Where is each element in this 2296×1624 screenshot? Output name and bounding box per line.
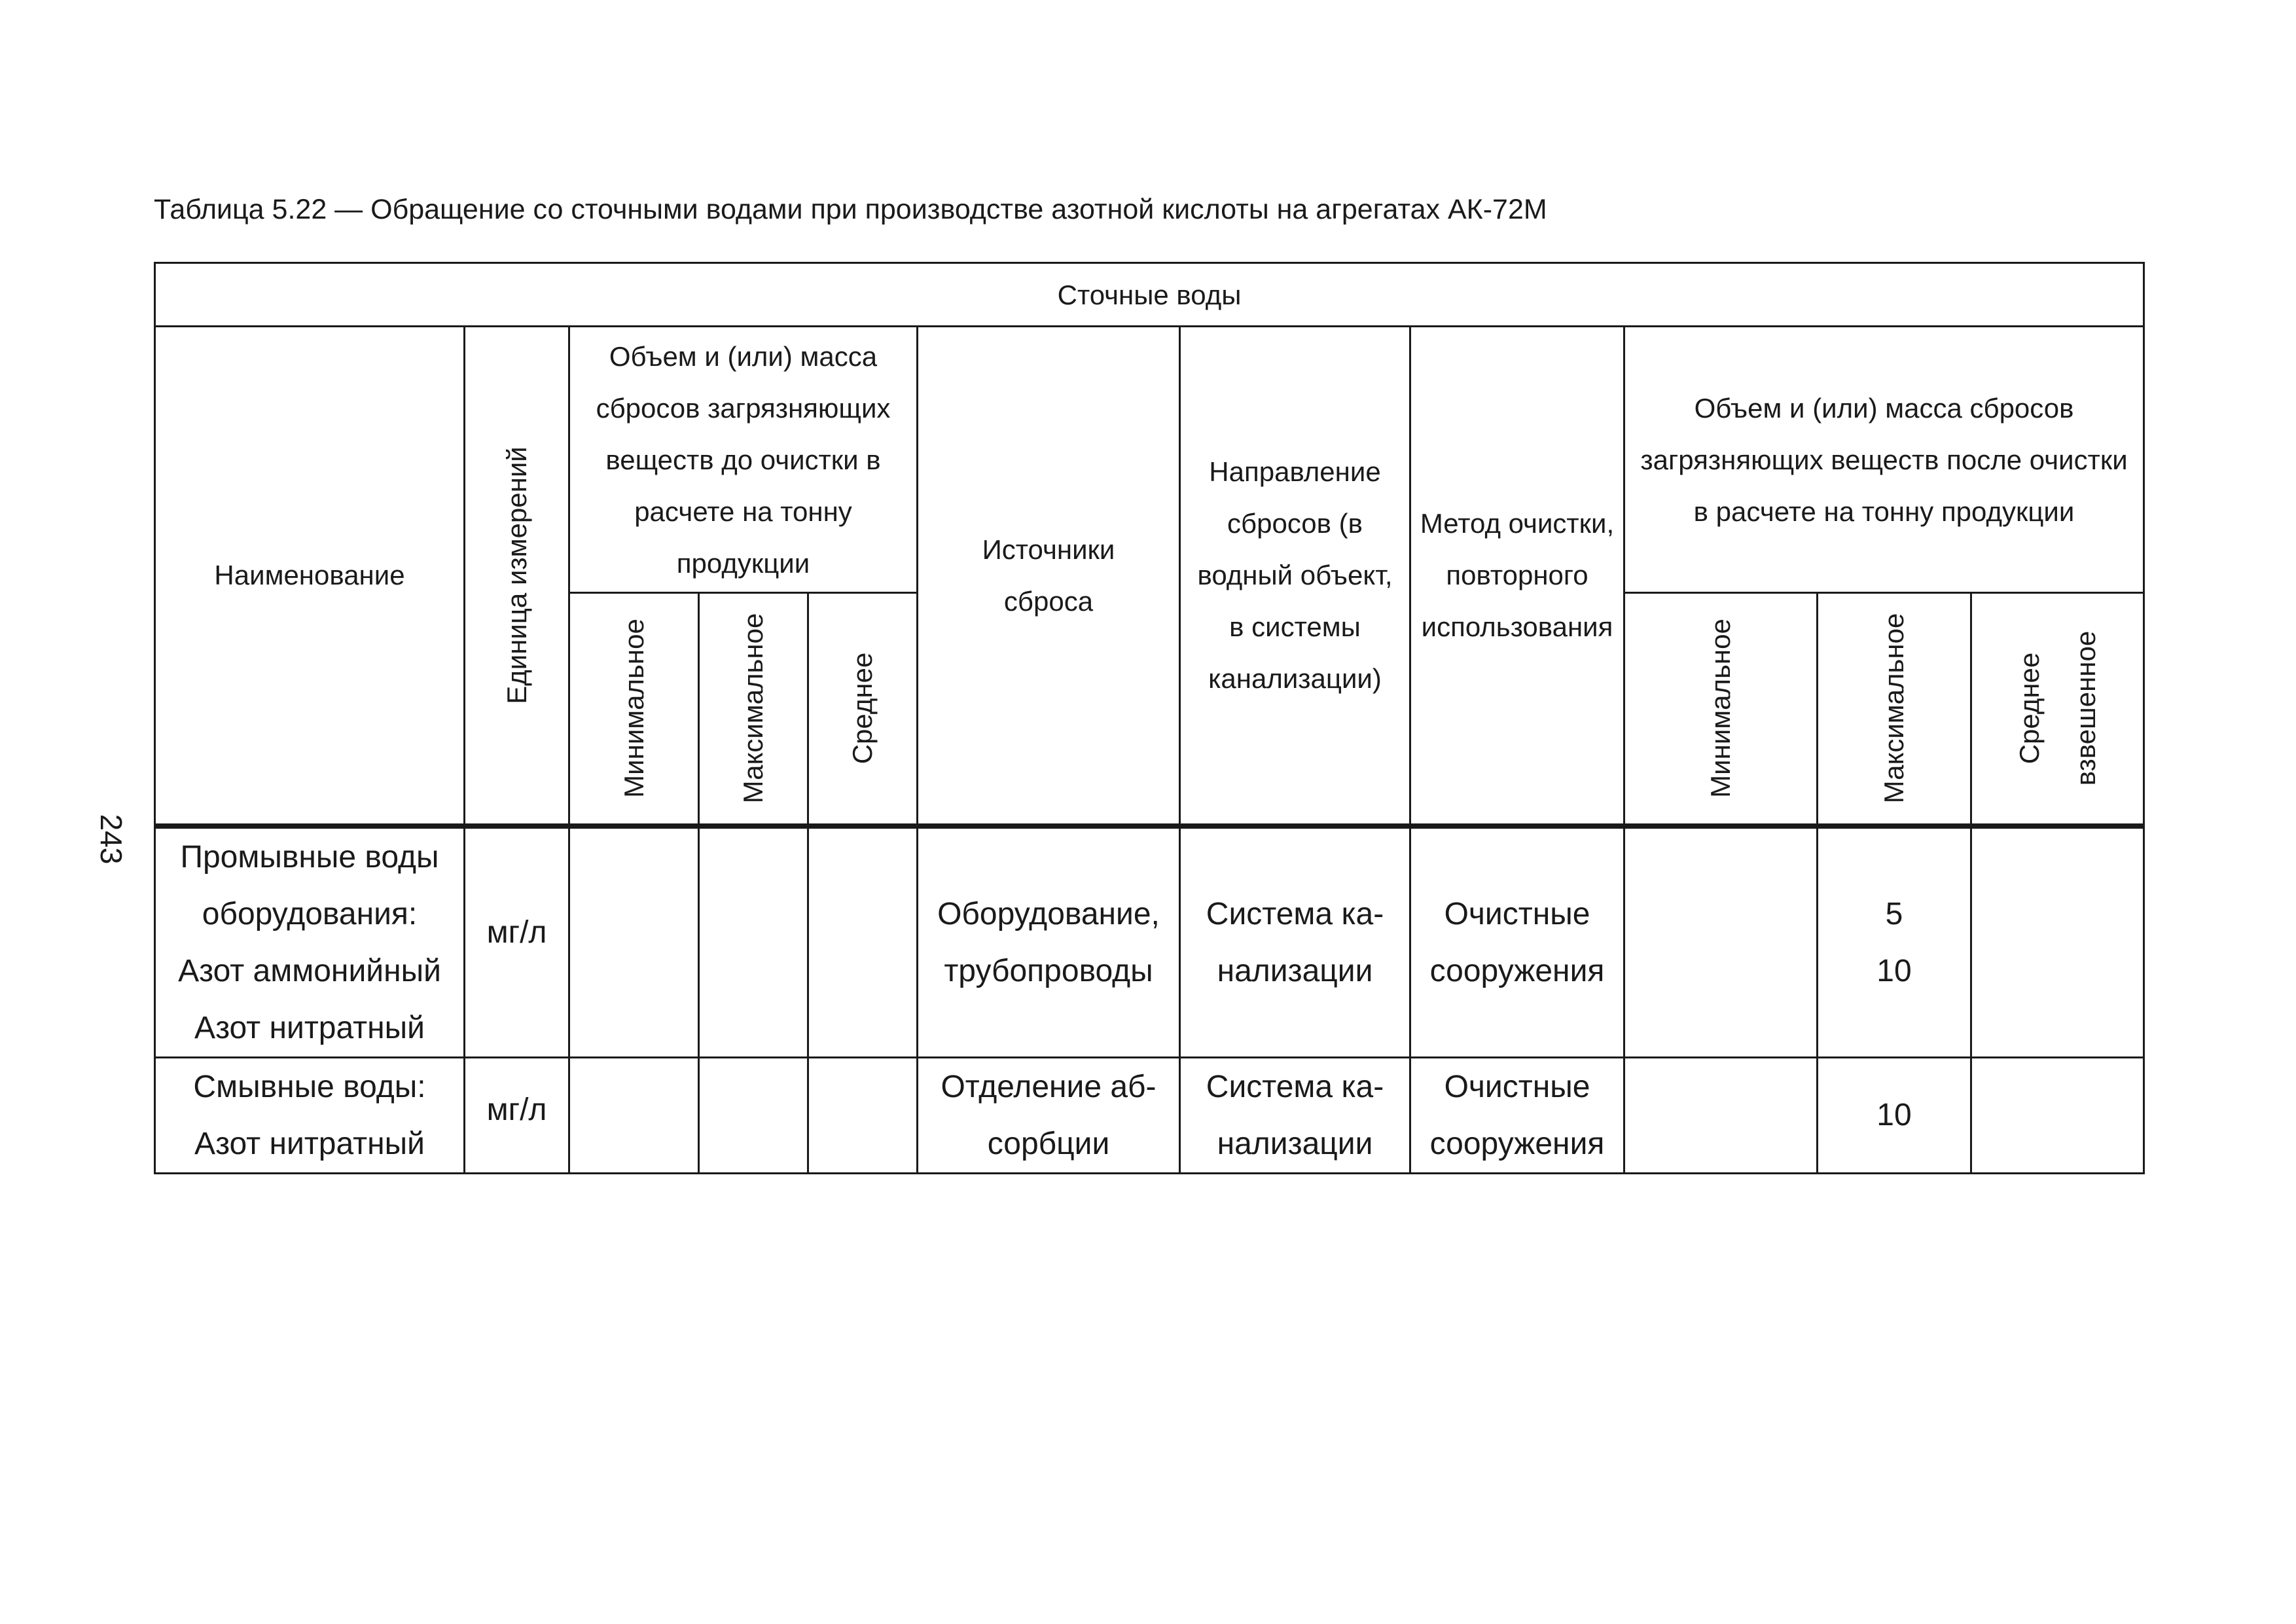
row-unit: мг/л	[465, 1057, 569, 1173]
header-after-max-cell	[1818, 593, 1971, 826]
row-method: Очистные сооружения	[1410, 826, 1624, 1058]
header-after-avg-cell	[1971, 593, 2144, 826]
header-after-min-cell	[1624, 593, 1818, 826]
row-unit: мг/л	[465, 826, 569, 1058]
row-sources: Оборудование, трубопроводы	[918, 826, 1180, 1058]
row-after-max: 10	[1818, 1057, 1971, 1173]
header-after-min: Минимальное	[1705, 619, 1736, 799]
row-after-min	[1624, 1057, 1818, 1173]
header-after-max: Максимальное	[1878, 613, 1909, 804]
header-before-max: Максимальное	[738, 613, 768, 804]
row-direction: Система ка- нализации	[1180, 1057, 1410, 1173]
page-number: 243	[94, 814, 128, 865]
table-row	[155, 1057, 2144, 1173]
header-method: Метод очистки, повторного использования	[1410, 327, 1624, 826]
table-title-row	[155, 263, 2144, 327]
table-title: Сточные воды	[155, 263, 2144, 327]
row-after-avg	[1971, 826, 2144, 1058]
header-after-group: Объем и (или) масса сбросов загрязняющих веществ после очистки в расчете на тонну продукции	[1624, 327, 2144, 593]
header-before-avg-cell	[808, 593, 918, 826]
row-before-max	[699, 826, 808, 1058]
header-row	[155, 327, 2144, 593]
header-before-min: Минимальное	[618, 619, 649, 799]
header-after-avg: Среднее взвешенное	[2013, 631, 2101, 786]
header-before-min-cell	[569, 593, 699, 826]
row-direction: Система ка- нализации	[1180, 826, 1410, 1058]
row-method: Очистные сооружения	[1410, 1057, 1624, 1173]
row-before-max	[699, 1057, 808, 1173]
wastewater-table	[154, 262, 2145, 1174]
header-before-group: Объем и (или) масса сбросов загрязняющих веществ до очистки в расчете на тонну продукции	[569, 327, 918, 593]
row-before-min	[569, 826, 699, 1058]
header-direction: Направление сбросов (в водный объект, в системы канализации)	[1180, 327, 1410, 826]
row-before-avg	[808, 1057, 918, 1173]
header-sources: Источники сброса	[918, 327, 1180, 826]
row-after-min	[1624, 826, 1818, 1058]
header-name: Наименование	[155, 327, 465, 826]
row-after-avg	[1971, 1057, 2144, 1173]
row-before-min	[569, 1057, 699, 1173]
header-unit: Единица измерений	[501, 446, 532, 704]
table-caption: Таблица 5.22 — Обращение со сточными водами при производстве азотной кислоты на агрегатах АК-72М	[154, 194, 1547, 225]
row-name: Смывные воды: Азот нитратный	[155, 1057, 465, 1173]
header-unit-cell	[465, 327, 569, 826]
header-before-avg: Среднее	[847, 652, 878, 765]
row-name: Промывные воды оборудования: Азот аммонийный Азот нитратный	[155, 826, 465, 1058]
table-row	[155, 826, 2144, 1058]
row-after-max: 5 10	[1818, 826, 1971, 1058]
header-before-max-cell	[699, 593, 808, 826]
row-before-avg	[808, 826, 918, 1058]
row-sources: Отделение аб- сорбции	[918, 1057, 1180, 1173]
